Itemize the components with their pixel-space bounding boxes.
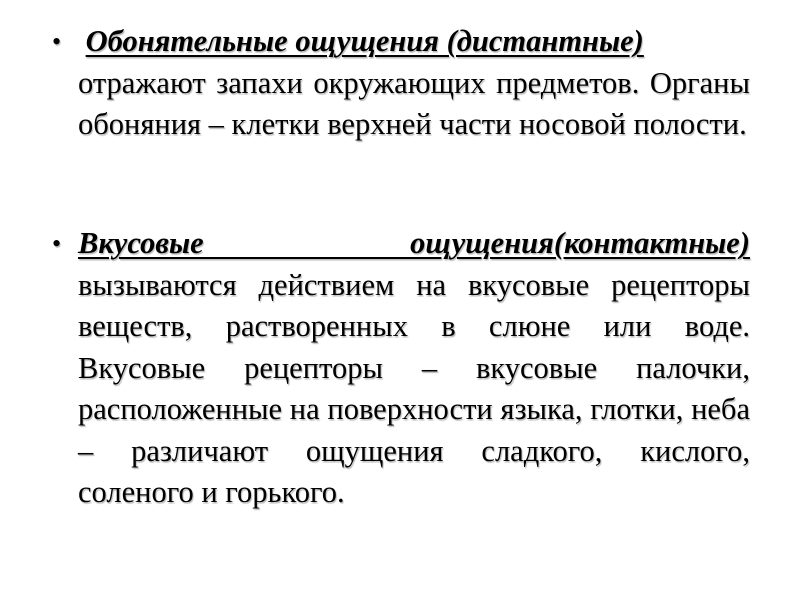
olfactory-description: отражают запахи окружающих предметов. Органы обоняния – клетки верхней части носовой полости.	[78, 65, 750, 141]
taste-term: Вкусовые ощущения(контактные)	[78, 226, 750, 260]
taste-description: вызываются действием на вкусовые рецепторы веществ, растворенных в слюне или воде. Вкусовые рецепторы – вкусовые палочки, расположенные на поверхности языка, глотки, неба – различают ощущения сладкого, кислого, соленого и горького.	[78, 267, 750, 509]
bullet-olfactory	[52, 21, 750, 146]
bullet-dot: •	[52, 229, 62, 258]
olfactory-term: Обонятельные ощущения (дистантные)	[85, 24, 644, 58]
bullet-taste	[52, 223, 750, 514]
bullet-dot: •	[52, 27, 62, 56]
olfactory-term-line	[78, 21, 750, 63]
